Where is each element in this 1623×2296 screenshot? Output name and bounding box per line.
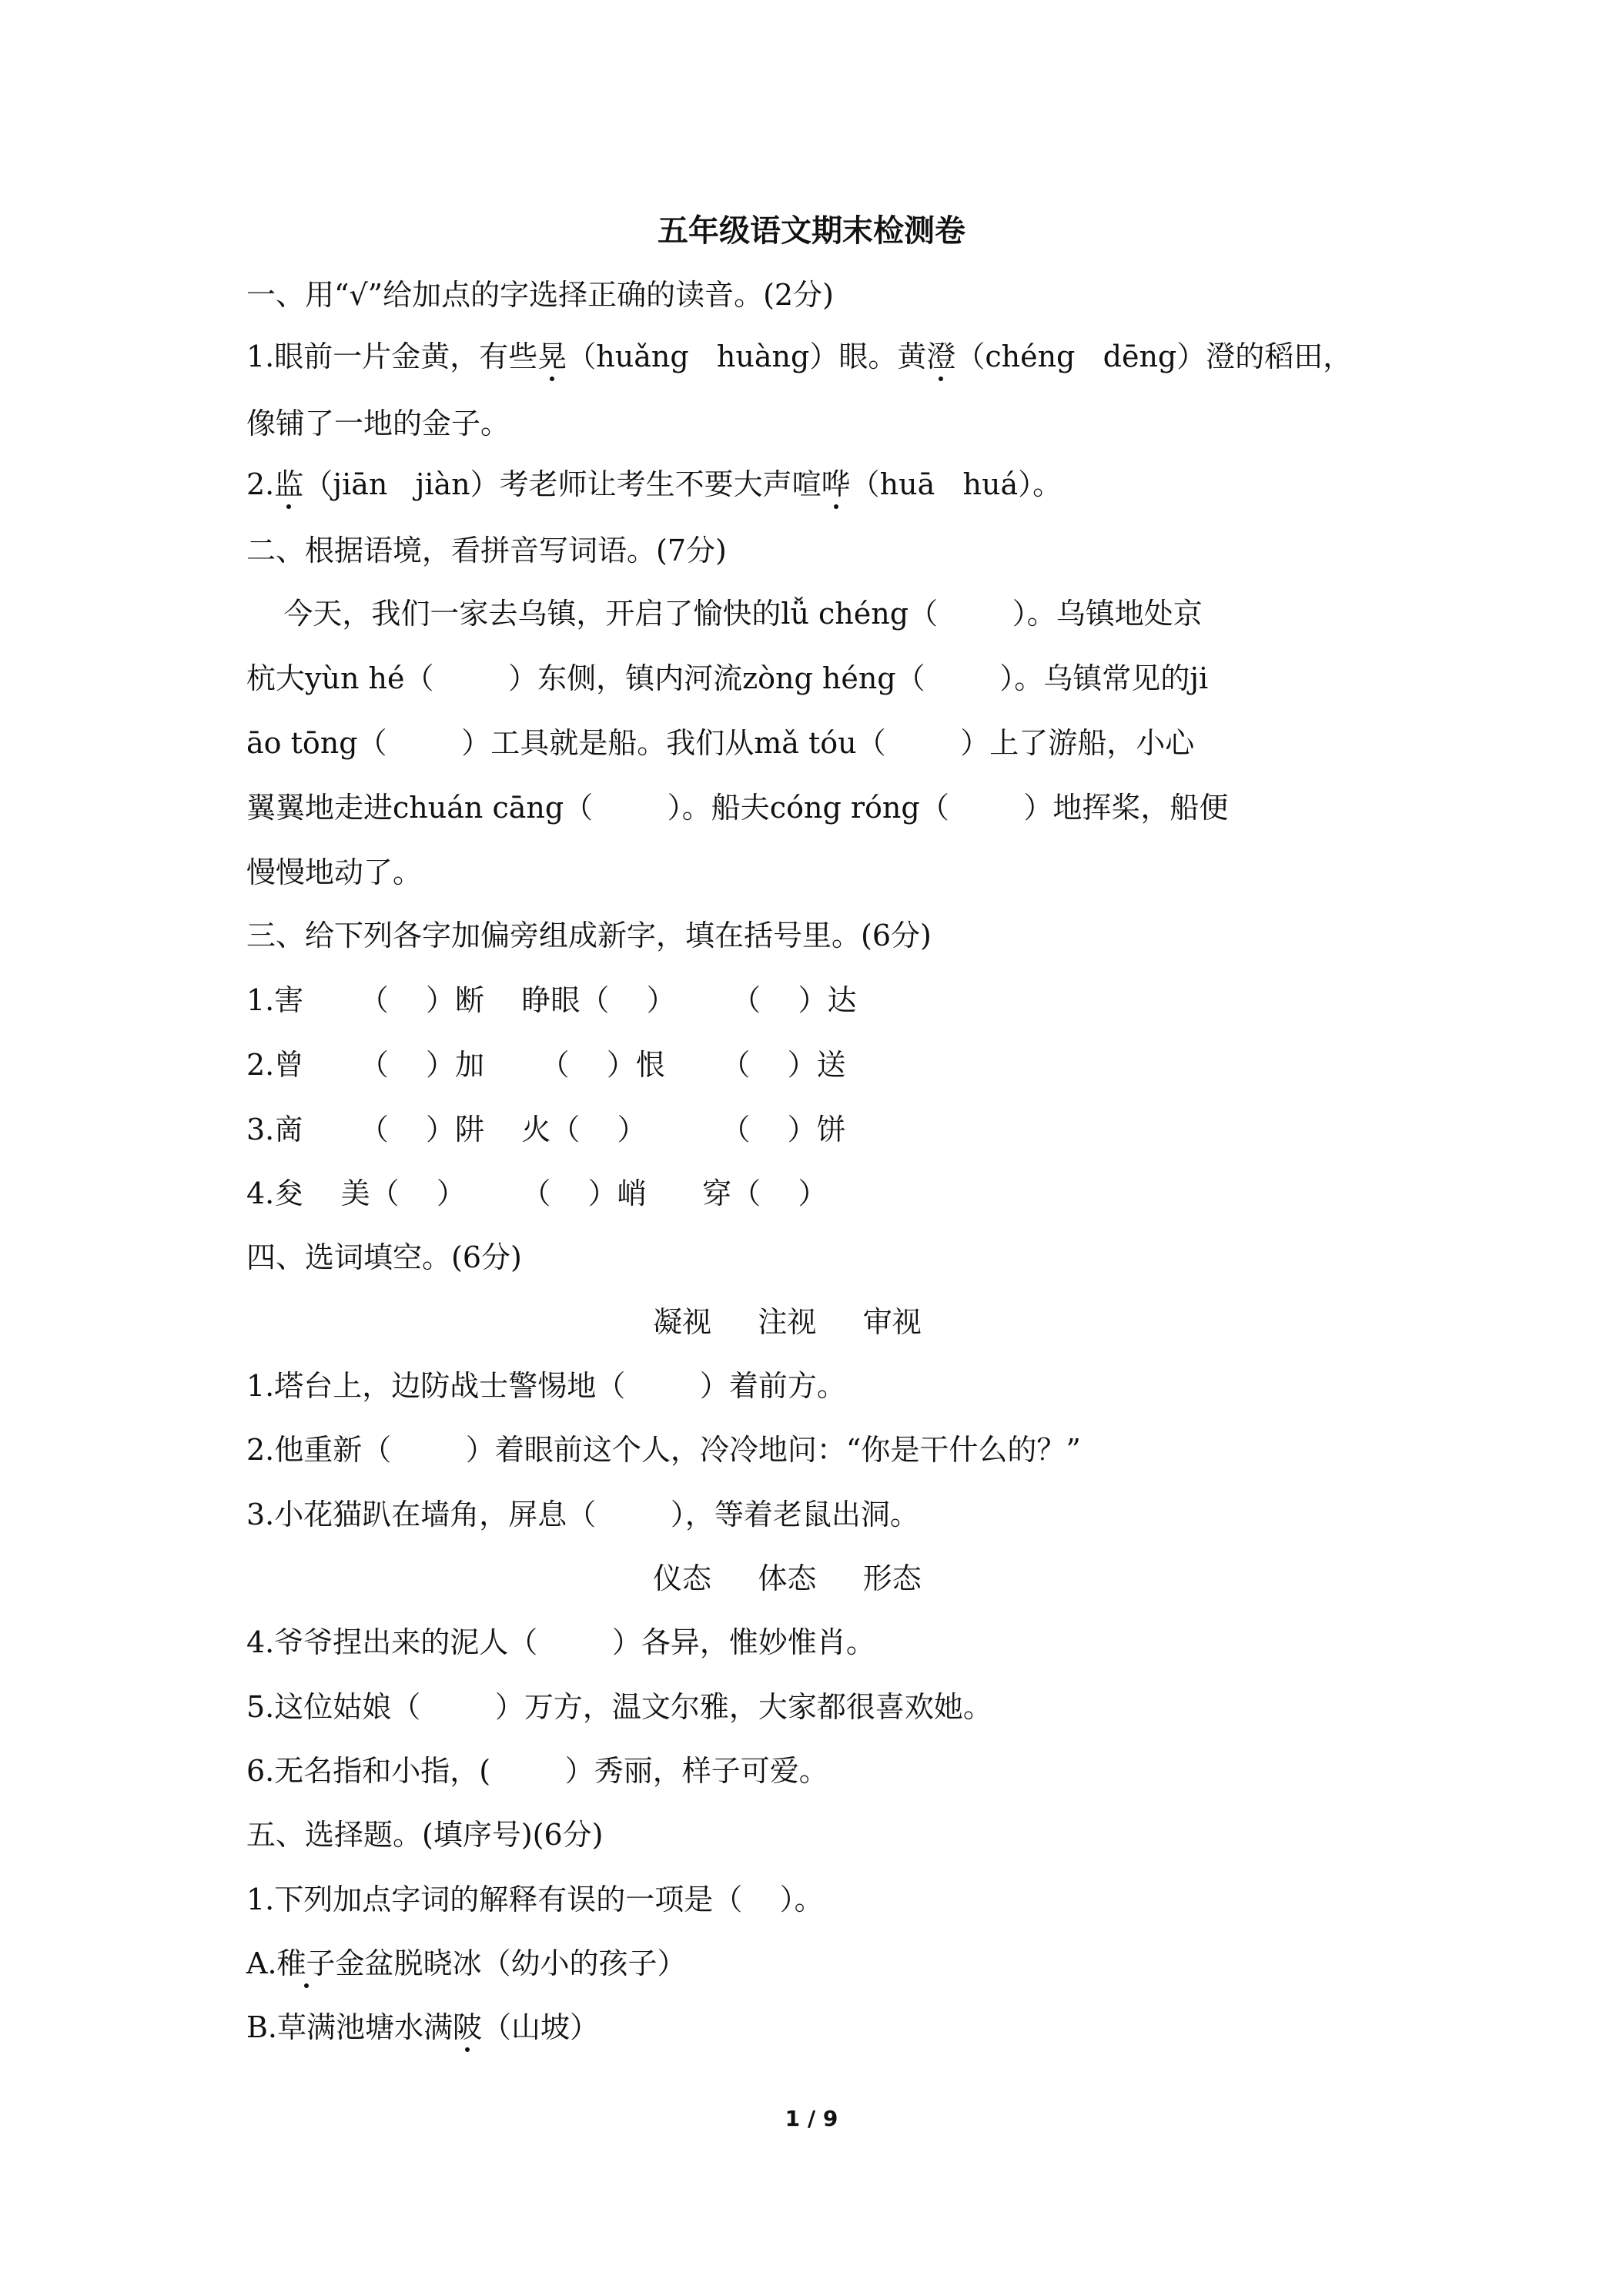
- text: 金盆脱晓冰（幼小的孩子）: [335, 1946, 687, 1980]
- text: （山坡）: [482, 2010, 600, 2044]
- s2-paragraph-line-1: 今天，我们一家去乌镇，开启了愉快的lǚ chéng（ ）。乌镇地处京: [246, 597, 1203, 631]
- s4-word-choices-1: 凝视 注视 审视: [653, 1305, 922, 1339]
- text: 1.眼前一片金黄，有些: [246, 340, 538, 373]
- text: （chéng dēng）澄的稻田，: [955, 340, 1353, 373]
- text: 2.: [246, 467, 275, 501]
- s4-question-1: 1.塔台上，边防战士警惕地（ ）着前方。: [246, 1369, 846, 1403]
- s4-word-choices-2: 仪态 体态 形态: [653, 1561, 922, 1595]
- section-4-heading: 四、选词填空。(6分): [246, 1240, 522, 1274]
- dotted-char: 哗: [821, 467, 851, 501]
- section-1-heading: 一、用“√”给加点的字选择正确的读音。(2分): [246, 278, 834, 312]
- s3-row-3: 3.啇 （ ）阱 火（ ） （ ）饼: [246, 1113, 846, 1146]
- s3-row-2: 2.曾 （ ）加 （ ）恨 （ ）送: [246, 1048, 846, 1082]
- s5-option-b: [246, 2008, 1386, 2047]
- s4-question-6: 6.无名指和小指，( ）秀丽，样子可爱。: [246, 1754, 828, 1788]
- s5-question-1: 1.下列加点字词的解释有误的一项是（ ）。: [246, 1883, 824, 1916]
- page-title: 五年级语文期末检测卷: [658, 213, 965, 249]
- s2-paragraph-line-3: āo tōng（ ）工具就是船。我们从mǎ tóu（ ）上了游船，小心: [246, 726, 1195, 760]
- s4-question-2: 2.他重新（ ）着眼前这个人，冷冷地问：“你是干什么的？”: [246, 1433, 1081, 1467]
- text: （huā huá）。: [850, 467, 1062, 501]
- text: B.草满池塘水满: [246, 2010, 453, 2044]
- dotted-char: 监: [274, 467, 304, 501]
- s4-question-3: 3.小花猫趴在墙角，屏息（ ），等着老鼠出洞。: [246, 1498, 919, 1531]
- s1-question-2: [246, 465, 1386, 504]
- s5-option-a: [246, 1944, 1386, 1983]
- section-2-heading: 二、根据语境，看拼音写词语。(7分): [246, 534, 727, 567]
- page-number: 1 / 9: [785, 2106, 838, 2131]
- section-3-heading: 三、给下列各字加偏旁组成新字，填在括号里。(6分): [246, 919, 932, 952]
- dotted-char: 陂: [453, 2010, 483, 2044]
- s2-paragraph-line-2: 杭大yùn hé（ ）东侧，镇内河流zòng héng（ ）。乌镇常见的ji: [246, 661, 1209, 695]
- text: （jiān jiàn）考老师让考生不要大声喧: [303, 467, 822, 501]
- s1-question-1-cont: 像铺了一地的金子。: [246, 407, 510, 440]
- dotted-char: 澄: [926, 340, 956, 373]
- s3-row-1: 1.害 （ ）断 睁眼（ ） （ ）达: [246, 983, 857, 1017]
- s1-question-1: [246, 337, 1386, 376]
- text: （huǎng huàng）眼。黄: [567, 340, 927, 373]
- s2-paragraph-line-4: 翼翼地走进chuán cāng（ ）。船夫cóng róng（ ）地挥桨，船便: [246, 791, 1229, 825]
- text: A.: [246, 1946, 277, 1980]
- s4-question-5: 5.这位姑娘（ ）万方，温文尔雅，大家都很喜欢她。: [246, 1690, 992, 1724]
- s2-paragraph-line-5: 慢慢地动了。: [246, 855, 423, 889]
- s3-row-4: 4.夋 美（ ） （ ）峭 穿（ ）: [246, 1176, 828, 1210]
- dotted-char: 稚子: [276, 1946, 336, 1980]
- dotted-char: 晃: [537, 340, 567, 373]
- section-5-heading: 五、选择题。(填序号)(6分): [246, 1818, 604, 1852]
- s4-question-4: 4.爷爷捏出来的泥人（ ）各异，惟妙惟肖。: [246, 1625, 875, 1659]
